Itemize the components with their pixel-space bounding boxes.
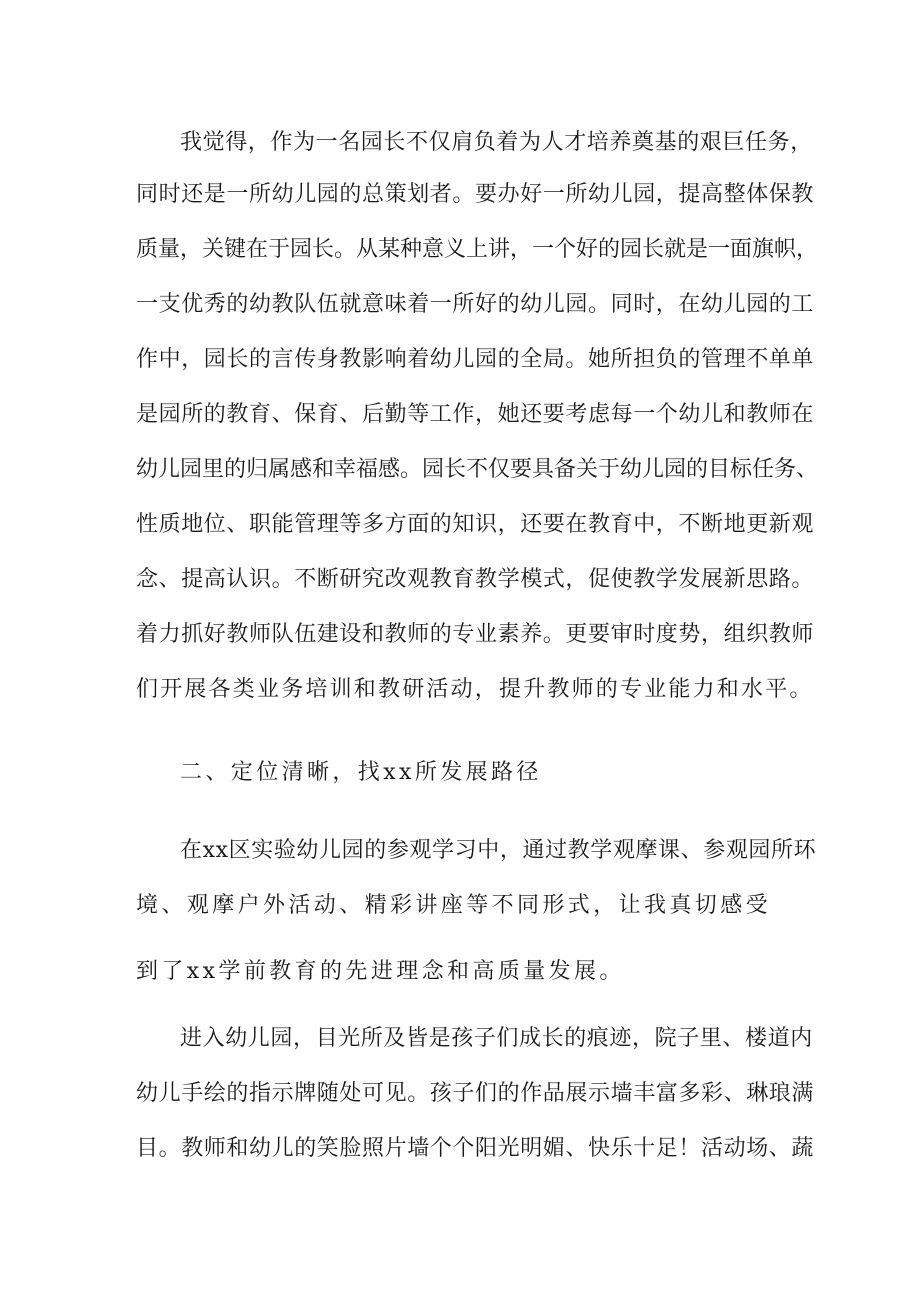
text-line: 在xx区实验幼儿园的参观学习中，通过教学观摩课、参观园所环 [180,838,817,863]
section-heading: 二、定位清晰，找xx所发展路径 [180,760,542,785]
text-line: 质量，关键在于园长。从某种意义上讲，一个好的园长就是一面旗帜， [136,237,819,262]
text-line: 境、观摩户外活动、精彩讲座等不同形式，让我真切感受 [136,893,772,918]
text-line: 我觉得，作为一名园长不仅肩负着为人才培养奠基的艰巨任务， [180,130,813,155]
text-line: 目。教师和幼儿的笑脸照片墙个个阳光明媚、快乐十足！活动场、蔬 [136,1136,815,1161]
text-line: 幼儿手绘的指示牌随处可见。孩子们的作品展示墙丰富多彩、琳琅满 [136,1081,815,1106]
text-line: 同时还是一所幼儿园的总策划者。要办好一所幼儿园，提高整体保教 [136,182,815,207]
text-line: 一支优秀的幼教队伍就意味着一所好的幼儿园。同时，在幼儿园的工 [136,292,815,317]
text-line: 作中，园长的言传身教影响着幼儿园的全局。她所担负的管理不单单 [136,347,815,372]
text-line: 着力抓好教师队伍建设和教师的专业素养。更要审时度势，组织教师 [136,622,815,647]
text-line: 性质地位、职能管理等多方面的知识，还要在教育中，不断地更新观 [136,512,815,537]
text-line: 们开展各类业务培训和教研活动，提升教师的专业能力和水平。 [136,677,814,702]
text-line: 进入幼儿园，目光所及皆是孩子们成长的痕迹，院子里、楼道内 [180,1026,813,1051]
text-line: 念、提高认识。不断研究改观教育教学模式，促使教学发展新思路。 [136,567,815,592]
text-line: 到了xx学前教育的先进理念和高质量发展。 [136,959,625,984]
text-line: 幼儿园里的归属感和幸福感。园长不仅要具备关于幼儿园的目标任务、 [136,457,819,482]
text-line: 是园所的教育、保育、后勤等工作，她还要考虑每一个幼儿和教师在 [136,402,815,427]
